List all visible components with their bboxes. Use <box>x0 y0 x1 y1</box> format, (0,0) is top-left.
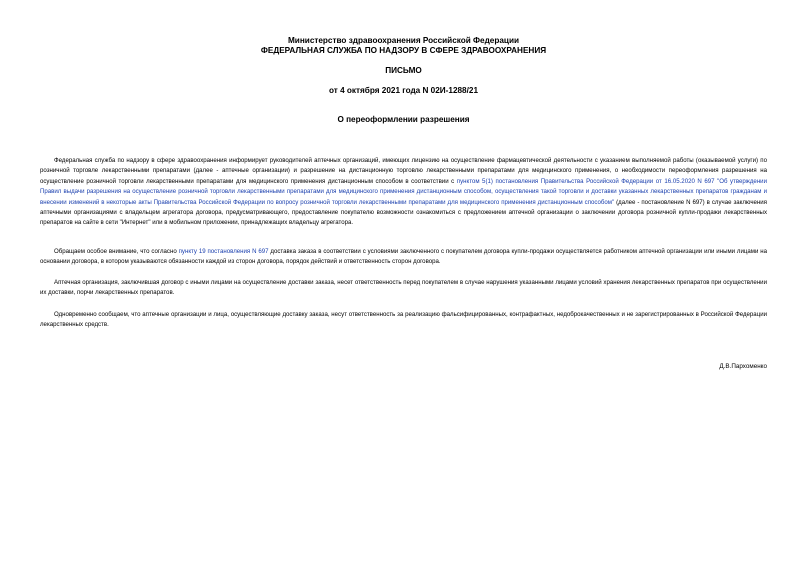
paragraph-2-text-end: доставка заказа в соответствии с условиями заключенного с покупателем договора купли-продажи осуществляется работником аптечной организации или иными лицами на основании договора, в котором указываются обязанности каждой из сторон договора, порядок действий и ответственность сторон договора. <box>40 248 767 266</box>
paragraph-1-resolution-link[interactable]: пунктом 5(1) постановления Правительства Российской Федерации от 16.05.2020 N 697 "Об утверждении Правил выдачи разрешения на осуществление розничной торговли лекарственными препаратами для медицинского применения дистанционным способом, осуществления такой торговли и доставки указанных лекарственных препаратов гражданам и внесении изменений в некоторые акты Правительства Российской Федерации по вопросу розничной торговли лекарственными препаратами для медицинского применения дистанционным способом" <box>40 177 767 206</box>
paragraph-3: Аптечная организация, заключившая договор с иными лицами на осуществление доставки заказа, несет ответственность перед покупателем в случае нарушения указанными лицами условий хранения лекарственных препаратов при осуществлении их доставки, порчи лекарственных препаратов. <box>40 279 767 297</box>
document-type: ПИСЬМО <box>385 66 422 75</box>
paragraph-1-text-end: (далее - постановление N 697) в случае заключения аптечными организациями с владельцем агрегатора договора, предусматривающего, предоставление покупателю возможности ознакомиться с предложением аптечной организации о заключении договора розничной купли-продажи лекарственных препаратов на сайте в сети "Интернет" или в мобильном приложении, принадлежащих владельцу агрегатора. <box>40 198 767 227</box>
document-date-number: от 4 октября 2021 года N 02И-1288/21 <box>328 86 478 95</box>
paragraph-1 <box>40 156 767 229</box>
ministry-title: Министерство здравоохранения Российской Федерации <box>287 36 520 45</box>
paragraph-4: Одновременно сообщаем, что аптечные организации и лица, осуществляющие доставку заказа, несут ответственность за реализацию фальсифицированных, контрафактных, недоброкачественных и не зарегистрированных в Российской Федерации лекарственных средств. <box>40 311 767 329</box>
paragraph-2-clause-link[interactable]: пункту 19 постановления N 697 <box>178 248 269 255</box>
agency-title: ФЕДЕРАЛЬНАЯ СЛУЖБА ПО НАДЗОРУ В СФЕРЕ ЗДРАВООХРАНЕНИЯ <box>260 46 547 55</box>
signature: Д.В.Пархоменко <box>719 363 767 370</box>
document-subject: О переоформлении разрешения <box>337 115 470 124</box>
paragraph-2 <box>40 247 767 268</box>
paragraph-1-text-start: Федеральная служба по надзору в сфере здравоохранения информирует руководителей аптечных организаций, имеющих лицензию на осуществление фармацевтической деятельности с указанием выполняемой работы (оказываемой услуги) по розничной торговле лекарственными препаратами (далее - аптечные организации) и разрешение на дистанционную торговлю лекарственными препаратами для медицинского применения, о необходимости переоформления разрешения на осуществление розничной торговли лекарственными препаратами для медицинского применения дистанционным способом в соответствии с <box>40 157 767 185</box>
paragraph-2-text-start: Обращаем особое внимание, что согласно <box>54 248 179 255</box>
